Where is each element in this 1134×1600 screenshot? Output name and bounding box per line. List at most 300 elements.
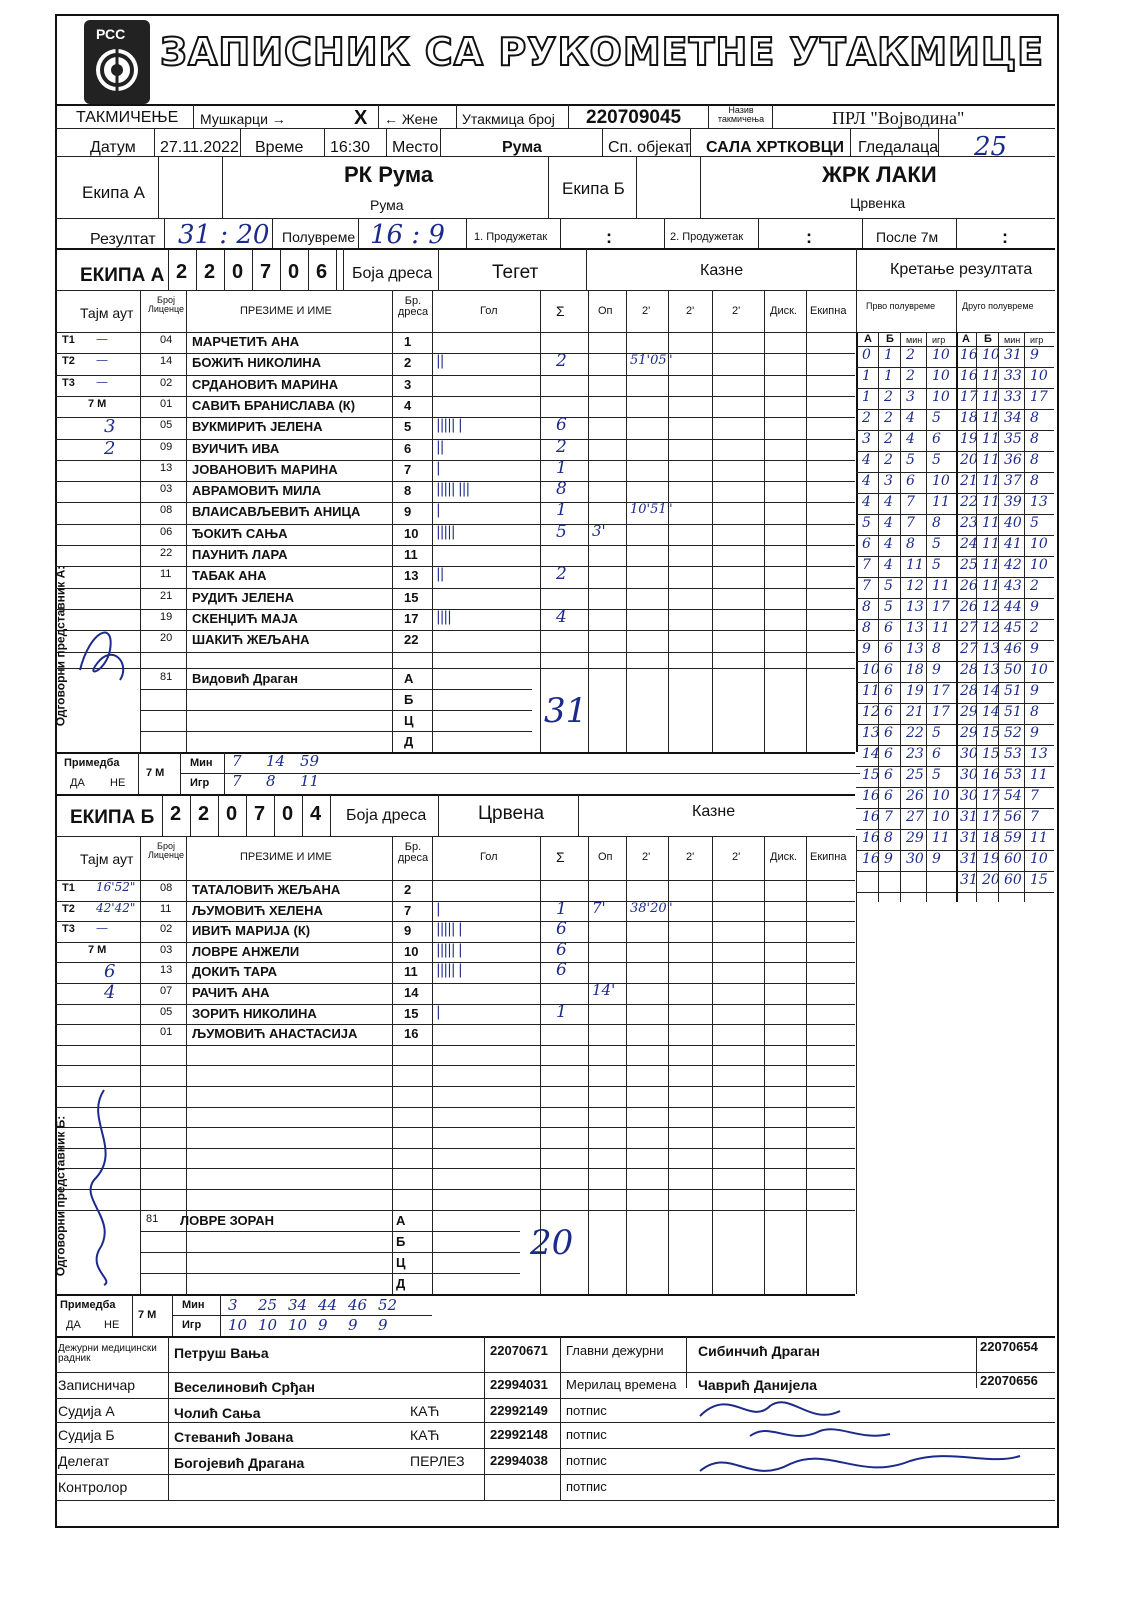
score-second-half-value: 35 [1004, 431, 1022, 447]
team-a-player-goal-sum: 8 [556, 479, 567, 500]
team-b-player-goal-sum: 1 [556, 1001, 567, 1022]
grid-line [55, 1107, 855, 1108]
score-second-half-value: 21 [960, 473, 978, 489]
grid-line [274, 794, 275, 836]
form-title: ЗАПИСНИК СА РУКОМЕТНЕ УТАКМИЦЕ [160, 30, 1045, 74]
team-a-jersey-color: Тегет [492, 262, 539, 283]
grid-line [484, 1336, 485, 1500]
score-first-half-value: 11 [932, 830, 950, 846]
score-first-half-value: 7 [906, 494, 915, 510]
timeout-header: Тајм аут [80, 305, 134, 321]
team-b-player-goal-tally: | [436, 900, 440, 917]
score-first-half-value: 4 [862, 452, 871, 468]
bottom-row-license: 22992149 [490, 1403, 548, 1418]
grid-line [540, 836, 541, 880]
bottom-row-label: Делегат [58, 1453, 110, 1469]
team-a-code-digit: 0 [232, 261, 244, 283]
two-min-header: 2' [686, 305, 695, 317]
team-b-player-license: 11 [160, 902, 172, 915]
bottom-row-name: Стеванић Јована [174, 1429, 294, 1445]
bottom-row-label: Записничар [58, 1377, 136, 1393]
score-first-half-value: 5 [906, 452, 915, 468]
team-a-player-jersey: 22 [404, 632, 419, 648]
grid-line [140, 689, 532, 690]
grid-line [190, 794, 191, 836]
team-b-official-code: Д [396, 1275, 406, 1291]
team-a-player-jersey: 6 [404, 440, 412, 456]
score-first-half-value: 4 [862, 473, 871, 489]
bottom-row-name: Богојевић Драгана [174, 1455, 305, 1471]
team-a-official-code: А [404, 670, 414, 686]
team-b-7m-minute: 52 [378, 1296, 398, 1314]
score-first-half-value: 6 [884, 767, 893, 783]
score-first-half-value: 5 [932, 452, 941, 468]
team-a-timeout-value: — [96, 332, 108, 346]
team-a-code-digit: 6 [316, 261, 328, 283]
grid-line [1024, 332, 1025, 902]
jersey-header: Бр. дреса [397, 841, 429, 864]
score-first-half-value: 13 [862, 725, 880, 741]
team-a-7m-minute: 59 [300, 752, 320, 770]
grid-line [168, 250, 169, 290]
grid-line [55, 1500, 1055, 1501]
grid-line [55, 1336, 1055, 1338]
score-second-half-value: 22 [960, 494, 978, 510]
grid-line [186, 290, 187, 332]
score-first-half-value: 15 [862, 767, 880, 783]
score-first-half-value: 11 [932, 494, 950, 510]
score-second-half-value: 16 [960, 368, 978, 384]
warn-header: Оп [598, 305, 613, 317]
grid-line [806, 290, 807, 332]
score-first-half-value: 4 [906, 431, 915, 447]
half-label: Полувреме [282, 229, 356, 245]
team-b-player-goal-sum: 6 [556, 939, 567, 960]
team-b-7m-min-label: Мин [182, 1299, 205, 1311]
team-a-player-goal-sum: 2 [556, 564, 567, 585]
grid-line [140, 731, 532, 732]
score-second-half-value: 11 [982, 368, 1000, 384]
team-b-player-jersey: 2 [404, 882, 412, 897]
team-a-player-name: СКЕНЏИЋ МАЈА [192, 610, 298, 626]
score-second-half-value: 19 [960, 431, 978, 447]
team-b-code-digit: 7 [254, 803, 266, 825]
team-a-remark-label: Примедба [64, 757, 120, 769]
team-b-official-code: А [396, 1212, 406, 1228]
score-second-half-value: 15 [982, 746, 1000, 762]
team-b-player-goal-tally: ||||| | [436, 941, 462, 958]
score-second-half-value: 10 [1030, 536, 1048, 552]
score-second-half-value: 11 [982, 410, 1000, 426]
score-first-half-value: 4 [884, 515, 893, 531]
score-second-half-value: 11 [982, 473, 1000, 489]
score-second-half-value: 53 [1004, 746, 1022, 762]
score-second-half-value: 31 [960, 830, 978, 846]
score-first-half-value: 29 [906, 830, 924, 846]
place-label: Место [392, 139, 439, 156]
team-b-player-name: ЉУМОВИЋ ХЕЛЕНА [192, 902, 323, 918]
bottom-row-role: Мерилац времена [566, 1377, 677, 1392]
after7m-label: После 7м [876, 229, 939, 245]
team-a-player-goal-tally: ||||| [436, 523, 455, 540]
competition-label: ТАКМИЧЕЊЕ [76, 109, 179, 126]
team-b-code-digit: 2 [170, 803, 182, 825]
score-second-half-value: 31 [960, 872, 978, 888]
team-b-player-jersey: 11 [404, 964, 418, 980]
team-a-code-digit: 0 [288, 261, 300, 283]
team-a-7m-minute: 14 [266, 752, 286, 770]
team-b-player-name: ЗОРИЋ НИКОЛИНА [192, 1005, 317, 1021]
team-b-remark-yes: ДА [66, 1319, 81, 1331]
grid-line [432, 332, 433, 752]
grid-line [712, 880, 713, 1294]
score-first-half-value: 16 [862, 830, 880, 846]
score-first-half-value: 6 [932, 746, 941, 762]
team-b-7m-player: 9 [378, 1316, 388, 1334]
first-half-header: Прво полувреме [866, 301, 936, 311]
team-a-7m-player: 7 [232, 772, 242, 790]
date-label: Датум [90, 139, 136, 156]
score-second-half-value: 15 [982, 725, 1000, 741]
team-b-player-name: ИВИЋ МАРИЈА (К) [192, 923, 311, 939]
score-first-half-value: 10 [932, 368, 950, 384]
team-a-player-name: САВИЋ БРАНИСЛАВА (К) [192, 397, 356, 413]
score-first-half-value: 8 [932, 515, 941, 531]
score-first-half-value: 1 [862, 368, 871, 384]
score-second-half-value: 13 [1030, 746, 1048, 762]
score-second-half-value: 30 [960, 767, 978, 783]
team-b-code-digit: 0 [226, 803, 238, 825]
result-label: Резултат [90, 231, 156, 248]
license-header: Број Лиценце [147, 295, 185, 314]
team-a-player-license: 01 [160, 397, 173, 410]
score-second-half-value: 2 [1030, 620, 1039, 636]
team-b-remark-label: Примедба [60, 1299, 116, 1311]
bottom-row-label: Контролор [58, 1479, 128, 1495]
name-header: ПРЕЗИМЕ И ИМЕ [240, 851, 332, 863]
grid-line [330, 794, 331, 836]
team-b-player-goal-sum: 1 [556, 898, 567, 919]
grid-line [900, 332, 901, 902]
score-first-half-value: 2 [884, 452, 893, 468]
team-b-official-code: Ц [396, 1254, 406, 1270]
grid-line [172, 1315, 432, 1316]
bottom-row-label: Дежурни медицински радник [58, 1343, 157, 1364]
team-a-7m-min-label: Мин [190, 757, 213, 769]
grid-line [588, 332, 589, 752]
grid-line [55, 1045, 855, 1046]
bottom-row-label: Судија А [58, 1403, 115, 1419]
grid-line [926, 332, 927, 902]
score-first-half-value: 10 [932, 788, 950, 804]
score-second-half-value: 12 [982, 620, 1000, 636]
grid-line [712, 836, 713, 880]
team-a-player-suspension: 10'51" [630, 502, 673, 518]
score-first-half-value: 13 [906, 599, 924, 615]
score-first-half-value: 6 [884, 641, 893, 657]
team-a-player-suspension: 51'05" [630, 353, 673, 369]
score-first-half-value: 1 [884, 368, 893, 384]
grid-line [432, 880, 433, 1294]
team-b-7m-minute: 34 [288, 1296, 308, 1314]
warn-header: Оп [598, 851, 613, 863]
team-a-player-license: 03 [160, 483, 173, 496]
two-min-header: 2' [732, 305, 741, 317]
team-b-timeout-label: Т2 [62, 902, 75, 915]
team-b-jersey-color-label: Боја дреса [346, 807, 427, 824]
grid-line [878, 332, 879, 902]
score-second-half-value: 11 [1030, 830, 1048, 846]
team-a-player-jersey: 2 [404, 355, 412, 371]
team-b-player-license: 08 [160, 882, 173, 894]
grid-line [218, 794, 219, 836]
score-first-half-value: 10 [932, 347, 950, 363]
score-second-half-value: 18 [960, 410, 978, 426]
grid-line [976, 332, 977, 902]
score-second-half-value: 13 [1030, 494, 1048, 510]
team-b-player-jersey: 15 [404, 1005, 419, 1021]
grid-line [138, 752, 139, 794]
venue-value: САЛА ХРТКОВЦИ [706, 139, 844, 156]
team-b-timeout-label: Т3 [62, 923, 75, 936]
timeout-header: Тајм аут [80, 851, 134, 867]
team-a-player-name: МАРЧЕТИЋ АНА [192, 334, 300, 349]
grid-line [55, 1004, 855, 1005]
team-b-player-license: 01 [160, 1026, 173, 1039]
bottom-row-club: КАЋ [410, 1427, 440, 1443]
team-b-total: 20 [530, 1223, 574, 1263]
team-a-player-name: ВУИЧИЋ ИВА [192, 440, 280, 456]
grid-line [626, 290, 627, 332]
bottom-row-role: потпис [566, 1427, 607, 1442]
score-first-half-value: 5 [932, 410, 941, 426]
team-b-player-goal-sum: 6 [556, 960, 567, 981]
team-b-player-jersey: 10 [404, 943, 419, 959]
score-second-half-value: 8 [1030, 452, 1039, 468]
team-a-player-name: ШАКИЋ ЖЕЉАНА [192, 632, 310, 648]
team-a-timeout-label: 7 М [88, 397, 107, 410]
team-a-player-license: 19 [160, 610, 173, 623]
team-b-section-label: ЕКИПА Б [70, 807, 155, 828]
score-second-half-value: 45 [1004, 620, 1022, 636]
team-a-official-code: Б [404, 691, 414, 707]
score-second-half-value: 17 [960, 389, 978, 405]
team-a-player-license: 11 [160, 568, 172, 581]
bottom-row-role-license: 22070656 [980, 1373, 1038, 1388]
score-second-half-value: 9 [1030, 683, 1039, 699]
grid-line [956, 332, 958, 902]
score-second-half-value: 28 [960, 683, 978, 699]
disq-header: Диск. [770, 851, 797, 863]
second-half-igr-header: игр [1030, 335, 1044, 345]
grid-line [712, 332, 713, 752]
grid-line [55, 983, 855, 984]
grid-line [578, 794, 579, 836]
score-second-half-value: 30 [960, 746, 978, 762]
score-first-half-value: 6 [884, 746, 893, 762]
score-second-half-value: 60 [1004, 851, 1022, 867]
score-first-half-value: 8 [932, 641, 941, 657]
grid-line [668, 836, 669, 880]
team-b-code-digit: 0 [282, 803, 294, 825]
score-first-half-value: 9 [932, 662, 941, 678]
team-a-player-goal-tally: || [436, 353, 444, 370]
score-second-half-value: 10 [1030, 851, 1048, 867]
grid-line [392, 290, 393, 332]
team-a-player-jersey: 11 [404, 547, 418, 562]
team-penalty-header: Екипна [810, 851, 847, 863]
grid-line [55, 588, 855, 589]
place-value: Рума [502, 139, 542, 156]
disq-header: Диск. [770, 305, 797, 317]
score-first-half-value: 11 [862, 683, 880, 699]
grid-line [55, 353, 855, 354]
grid-line [246, 794, 247, 836]
grid-line [140, 290, 141, 332]
score-second-half-value: 10 [1030, 368, 1048, 384]
score-second-half-value: 31 [960, 851, 978, 867]
team-b-player-goal-tally: ||||| | [436, 921, 462, 938]
score-second-half-value: 10 [1030, 557, 1048, 573]
team-b-remark-no: НЕ [104, 1319, 120, 1331]
score-first-half-value: 2 [884, 389, 893, 405]
team-b-player-jersey: 16 [404, 1026, 419, 1042]
team-a-player-warning: 3' [592, 521, 606, 540]
second-half-header: Друго полувреме [962, 301, 1034, 311]
score-second-half-value: 7 [1030, 788, 1039, 804]
team-a-player-jersey: 5 [404, 419, 412, 435]
grid-line [302, 794, 303, 836]
match-no: 220709045 [586, 107, 682, 128]
time-value: 16:30 [330, 139, 371, 156]
score-first-half-value: 6 [884, 725, 893, 741]
second-half-a-header: А [962, 333, 970, 345]
ot2-label: 2. Продужетак [670, 231, 744, 243]
grid-line [55, 439, 855, 440]
score-first-half-value: 6 [906, 473, 915, 489]
bottom-row-role-license: 22070654 [980, 1339, 1038, 1354]
grid-line [856, 836, 857, 1294]
grid-line [140, 880, 141, 1294]
score-first-half-value: 8 [862, 620, 871, 636]
score-second-half-value: 11 [982, 578, 1000, 594]
score-first-half-value: 8 [884, 830, 893, 846]
grid-line [168, 1336, 169, 1500]
grid-line [55, 794, 855, 796]
grid-line [806, 332, 807, 752]
team-b-player-license: 03 [160, 943, 173, 956]
team-b-official-code: Б [396, 1233, 406, 1249]
bottom-row-role-name: Сибинчић Драган [698, 1343, 820, 1359]
team-a-player-goal-tally: ||||| | [436, 417, 462, 434]
score-second-half-value: 46 [1004, 641, 1022, 657]
team-a-player-jersey: 4 [404, 397, 412, 413]
bottom-row-role: потпис [566, 1403, 607, 1418]
grid-line [55, 630, 855, 631]
grid-line [55, 1148, 855, 1149]
score-second-half-value: 14 [982, 683, 1000, 699]
team-a-player-jersey: 8 [404, 483, 412, 499]
team-a-total: 31 [544, 691, 588, 731]
score-first-half-value: 2 [906, 347, 915, 363]
score-first-half-value: 6 [884, 662, 893, 678]
team-a-player-goal-sum: 1 [556, 457, 567, 478]
team-b-player-jersey: 14 [404, 985, 419, 1000]
ot1-label: 1. Продужетак [474, 231, 548, 243]
score-first-half-value: 2 [906, 368, 915, 384]
bottom-row-license: 22994038 [490, 1453, 548, 1468]
team-a-7m-igr-label: Игр [190, 777, 210, 789]
score-second-half-value: 11 [982, 557, 1000, 573]
grid-line [162, 794, 163, 836]
team-a-timeout-value: — [96, 374, 108, 389]
team-a-timeout-value: 2 [104, 437, 116, 459]
bottom-row-club: ПЕРЛЕЗ [410, 1453, 465, 1469]
team-a-player-license: 08 [160, 504, 173, 517]
score-second-half-value: 8 [1030, 704, 1039, 720]
team-a-player-goal-tally: || [436, 566, 444, 583]
team-b-player-name: РАЧИЋ АНА [192, 985, 270, 1000]
bottom-row-role: потпис [566, 1453, 607, 1468]
team-b-player-license: 02 [160, 923, 173, 936]
score-first-half-value: 5 [932, 725, 941, 741]
score-second-half-value: 9 [1030, 347, 1039, 363]
grid-line [764, 836, 765, 880]
team-a-player-name: ЈОВАНОВИЋ МАРИНА [192, 461, 338, 477]
score-second-half-value: 23 [960, 515, 978, 531]
score-second-half-value: 50 [1004, 662, 1022, 678]
score-first-half-value: 11 [906, 557, 924, 573]
score-second-half-value: 34 [1004, 410, 1022, 426]
team-a-player-goal-sum: 5 [556, 521, 567, 542]
score-second-half-value: 11 [1030, 767, 1048, 783]
team-a-player-goal-sum: 2 [556, 351, 567, 372]
grid-line [55, 1294, 855, 1296]
score-second-half-value: 60 [1004, 872, 1022, 888]
team-b-player-name: ДОКИЋ ТАРА [192, 964, 278, 980]
team-a-player-goal-sum: 6 [556, 415, 567, 436]
grid-line [55, 752, 855, 754]
team-b-rep-label: Одговорни представник Б: [53, 1115, 68, 1277]
score-first-half-value: 11 [932, 578, 950, 594]
rep-a-signature [70, 610, 140, 690]
grid-line [712, 290, 713, 332]
score-second-half-value: 43 [1004, 578, 1022, 594]
score-first-half-value: 11 [932, 620, 950, 636]
team-a-player-license: 09 [160, 440, 173, 453]
score-second-half-value: 8 [1030, 410, 1039, 426]
score-first-half-value: 10 [932, 809, 950, 825]
grid-line [140, 836, 141, 880]
score-first-half-value: 4 [906, 410, 915, 426]
score-second-half-value: 7 [1030, 809, 1039, 825]
team-b-7m-minute: 46 [348, 1296, 368, 1314]
score-second-half-value: 42 [1004, 557, 1022, 573]
score-second-half-value: 17 [982, 809, 1000, 825]
score-first-half-value: 8 [906, 536, 915, 552]
two-min-header: 2' [686, 851, 695, 863]
grid-line [668, 290, 669, 332]
two-min-header: 2' [642, 851, 651, 863]
bottom-row-label: Судија Б [58, 1427, 115, 1443]
score-first-half-value: 5 [932, 536, 941, 552]
grid-line [55, 566, 855, 567]
score-second-half-value: 14 [982, 704, 1000, 720]
score-first-half-value: 7 [862, 557, 871, 573]
score-second-half-value: 37 [1004, 473, 1022, 489]
score-second-half-value: 10 [1030, 662, 1048, 678]
grid-line [668, 880, 669, 1294]
